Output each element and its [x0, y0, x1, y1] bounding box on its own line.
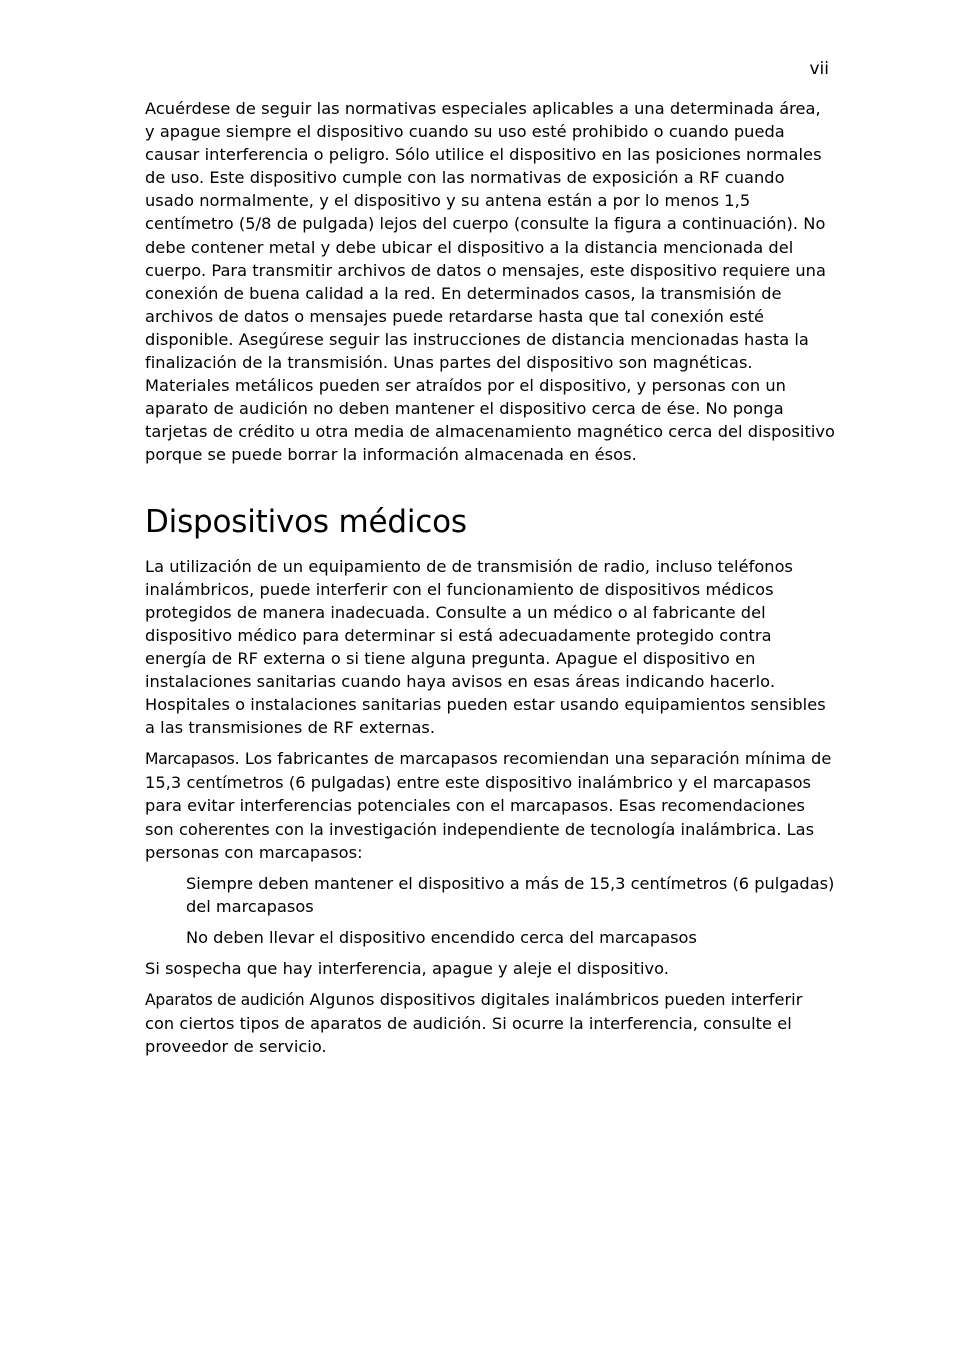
pacemakers-paragraph — [145, 747, 835, 863]
list-item: No deben llevar el dispositivo encendido cerca del marcapasos — [186, 927, 697, 947]
pacemakers-text: . Los fabricantes de marcapasos recomiendan una separación mínima de 15,3 centímetros (6 pulgadas) entre este dispositivo inalámbrico y el marcapasos para evitar interferencias potenciales con el marcapasos. Esas recomendaciones son coherentes con la investigación independiente de tecnología inalámbrica. Las personas con marcapasos: — [145, 749, 832, 862]
hearing-aids-lead: Aparatos de audición — [145, 991, 305, 1010]
intro-paragraph: Acuérdese de seguir las normativas especiales aplicables a una determinada área, y apague siempre el dispositivo cuando su uso esté prohibido o cuando pueda causar interferencia o peligro. Sólo utilice el dispositivo en las posiciones normales de uso. Este dispositivo cumple con las normativas de exposición a RF cuando usado normalmente, y el dispositivo y su antena están a por lo menos 1,5 centímetro (5/8 de pulgada) lejos del cuerpo (consulte la figura a continuación). No debe contener metal y debe ubicar el dispositivo a la distancia mencionada del cuerpo. Para transmitir archivos de datos o mensajes, este dispositivo requiere una conexión de buena calidad a la red. En determinados casos, la transmisión de archivos de datos o mensajes puede retardarse hasta que tal conexión esté disponible. Asegúrese seguir las instrucciones de distancia mencionadas hasta la finalización de la transmisión. Unas partes del dispositivo son magnéticas. Materiales metálicos pueden ser atraídos por el dispositivo, y personas con un aparato de audición no deben mantener el dispositivo cerca de ése. No ponga tarjetas de crédito u otra media de almacenamiento magnético cerca del dispositivo porque se puede borrar la información almacenada en ésos. — [145, 99, 835, 465]
section-heading: Dispositivos médicos — [145, 503, 467, 540]
page-content — [145, 97, 835, 1066]
pacemakers-lead: Marcapasos — [145, 750, 235, 769]
list-item: Siempre deben mantener el dispositivo a más de 15,3 centímetros (6 pulgadas) del marcapasos — [186, 873, 835, 916]
hearing-aids-text: Algunos dispositivos digitales inalámbricos pueden interferir con ciertos tipos de aparatos de audición. Si ocurre la interferencia, consulte el proveedor de servicio. — [145, 990, 803, 1057]
interference-note: Si sospecha que hay interferencia, apague y aleje el dispositivo. — [145, 959, 670, 978]
hearing-aids-paragraph — [145, 988, 835, 1058]
page-number: vii — [809, 59, 829, 79]
medical-devices-paragraph: La utilización de un equipamiento de de transmisión de radio, incluso teléfonos inalámbricos, puede interferir con el funcionamiento de dispositivos médicos protegidos de manera inadecuada. Consulte a un médico o al fabricante del dispositivo médico para determinar si está adecuadamente protegido contra energía de RF externa o si tiene alguna pregunta. Apague el dispositivo en instalaciones sanitarias cuando haya avisos en esas áreas indicando hacerlo. Hospitales o instalaciones sanitarias pueden estar usando equipamientos sensibles a las transmisiones de RF externas. — [145, 556, 826, 738]
pacemaker-list — [186, 872, 835, 949]
